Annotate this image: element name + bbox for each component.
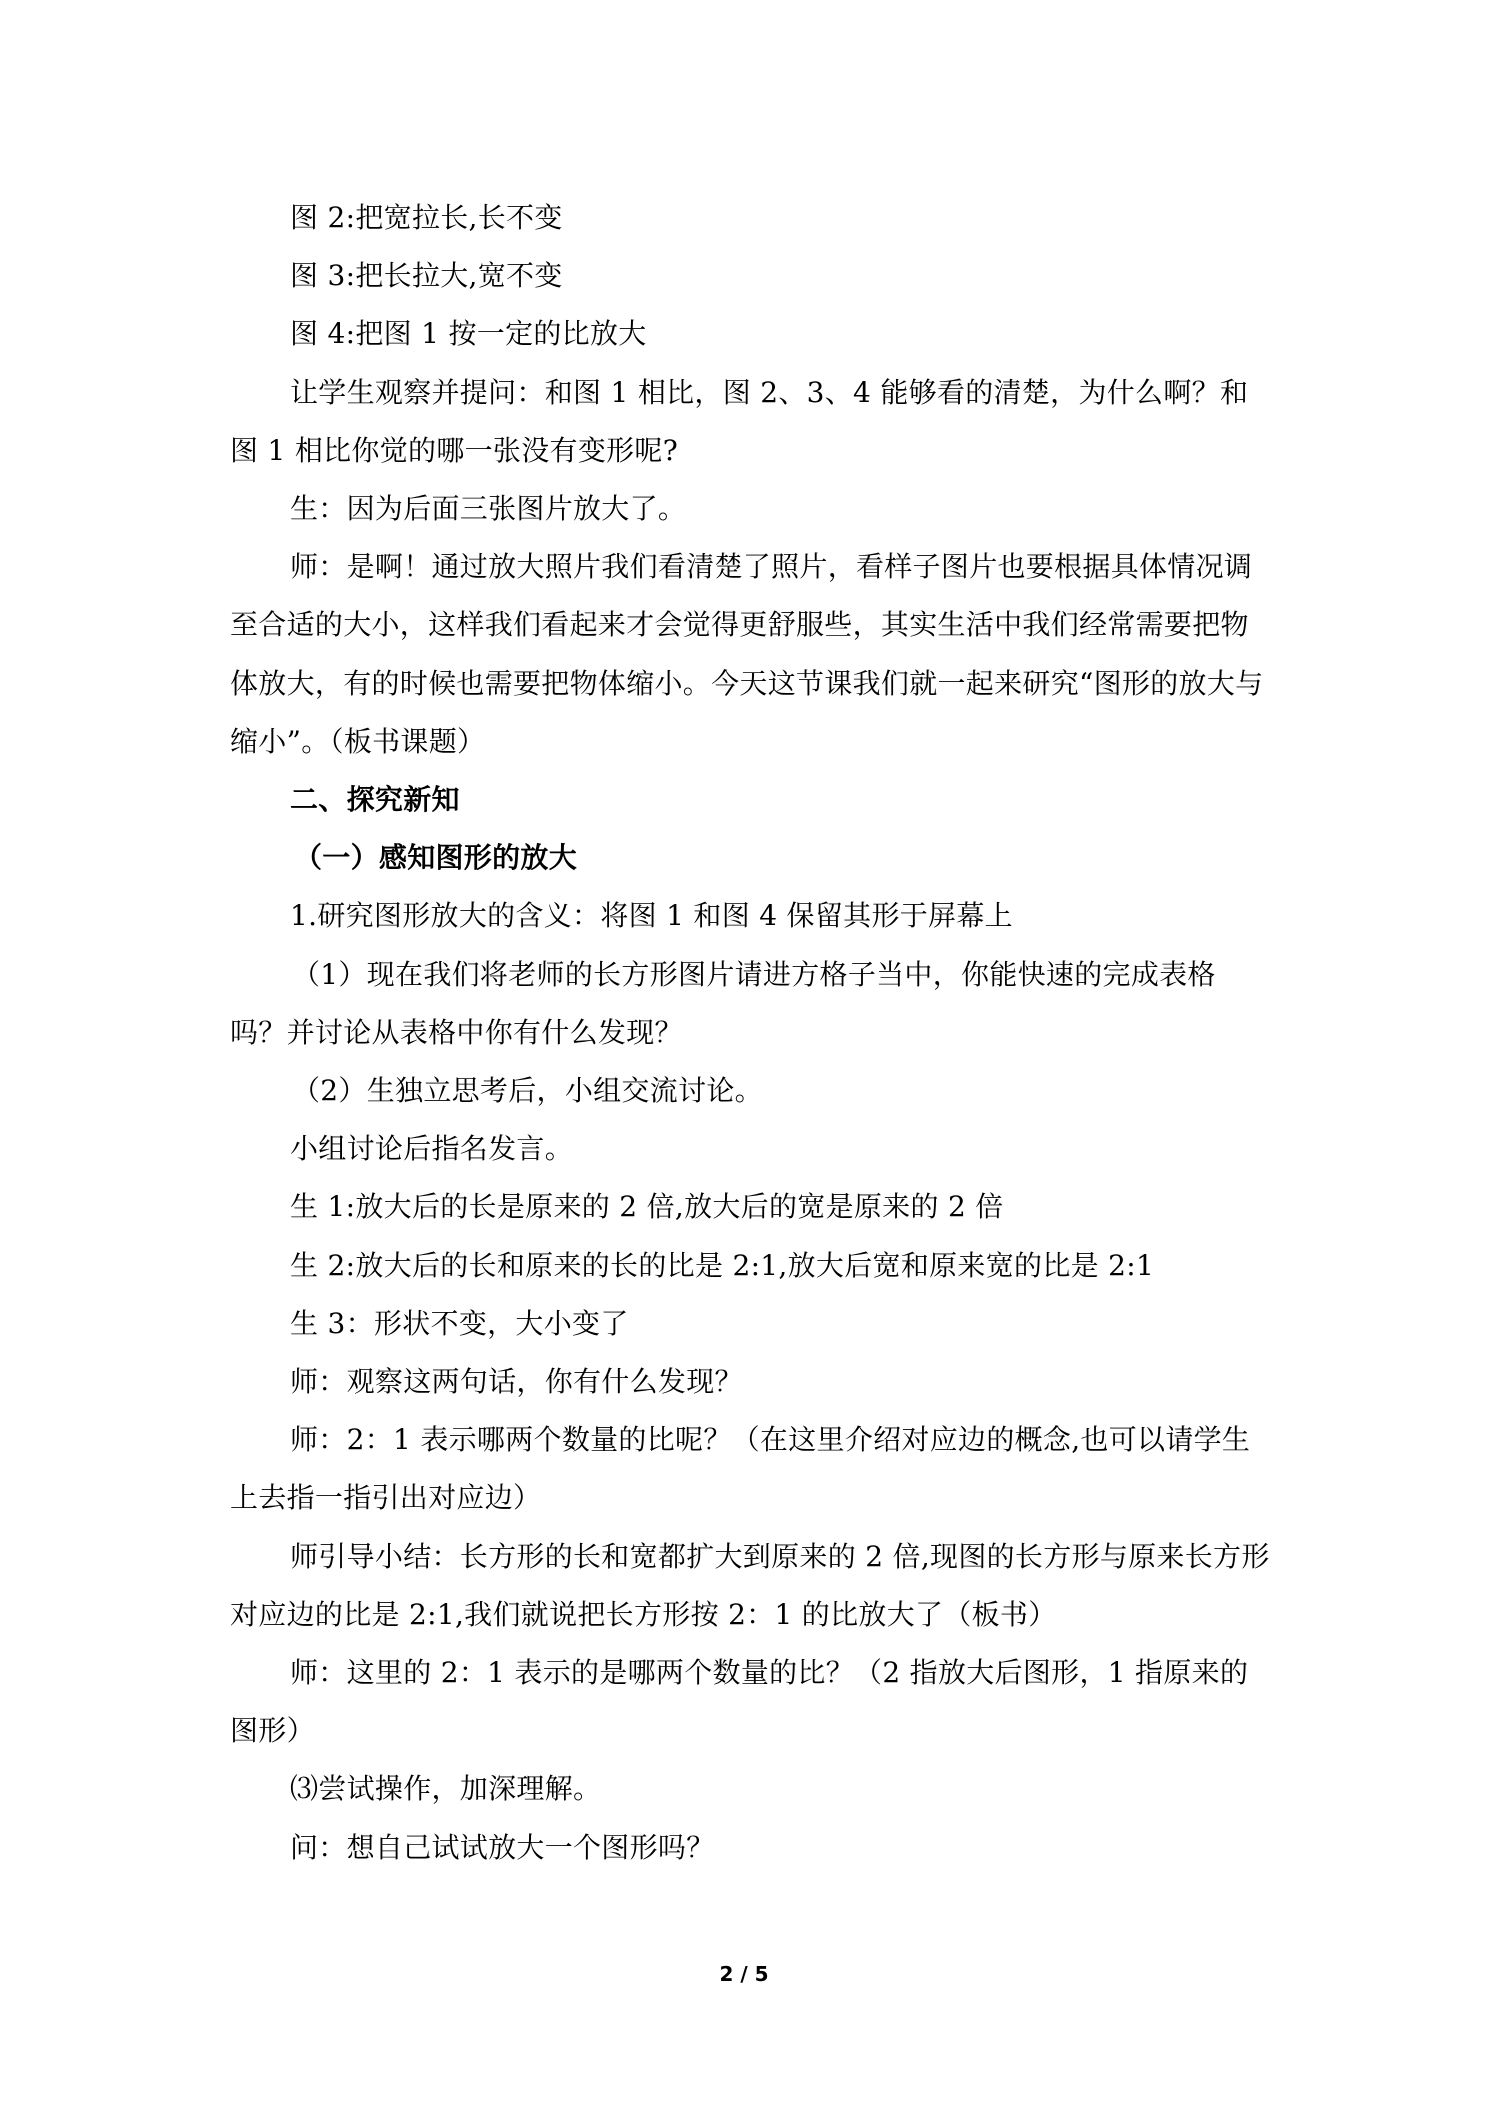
paragraph-step-3: ⑶尝试操作，加深理解。 (290, 1772, 602, 1806)
section-heading-explore: 二、探究新知 (290, 783, 460, 817)
paragraph-group-discussion: 小组讨论后指名发言。 (290, 1132, 574, 1166)
paragraph-step-2: （2）生独立思考后，小组交流讨论。 (292, 1074, 763, 1108)
paragraph-teacher-ratio: 师：2：1 表示哪两个数量的比呢？（在这里介绍对应边的概念,也可以请学生上去指一指引出对应边） (230, 1423, 1251, 1515)
paragraph-student-2: 生 2:放大后的长和原来的长的比是 2:1,放大后宽和原来宽的比是 2:1 (290, 1248, 1155, 1282)
paragraph-student-1: 生 1:放大后的长是原来的 2 倍,放大后的宽是原来的 2 倍 (290, 1190, 1004, 1224)
paragraph-teacher-intro: 师：是啊！通过放大照片我们看清楚了照片，看样子图片也要根据具体情况调至合适的大小，这样我们看起来才会觉得更舒服些，其实生活中我们经常需要把物体放大，有的时候也需要把物体缩小。今天这节课我们就一起来研究“图形的放大与缩小”。（板书课题） (230, 550, 1264, 758)
paragraph-meaning: 1.研究图形放大的含义：将图 1 和图 4 保留其形于屏幕上 (290, 899, 1013, 933)
paragraph-student-answer: 生：因为后面三张图片放大了。 (290, 492, 687, 526)
document-body (230, 189, 1270, 1877)
paragraph-teacher-observe: 师：观察这两句话，你有什么发现？ (290, 1365, 743, 1399)
paragraph-step-1: （1）现在我们将老师的长方形图片请进方格子当中，你能快速的完成表格吗？并讨论从表格中你有什么发现？ (230, 957, 1216, 1049)
page-number: 2 / 5 (719, 1962, 769, 1986)
subsection-heading-enlarge: （一）感知图形的放大 (294, 841, 578, 875)
paragraph-observe-question: 让学生观察并提问：和图 1 相比，图 2、3、4 能够看的清楚，为什么啊？和图 1 相比你觉的哪一张没有变形呢? (230, 375, 1249, 467)
paragraph-fig3: 图 3:把长拉大,宽不变 (290, 259, 563, 293)
paragraph-student-3: 生 3：形状不变，大小变了 (290, 1306, 629, 1340)
paragraph-teacher-meaning: 师：这里的 2：1 表示的是哪两个数量的比？（2 指放大后图形，1 指原来的图形） (230, 1656, 1249, 1748)
paragraph-fig4: 图 4:把图 1 按一定的比放大 (290, 317, 647, 351)
paragraph-fig2: 图 2:把宽拉长,长不变 (290, 201, 563, 234)
paragraph-question: 问：想自己试试放大一个图形吗？ (290, 1830, 715, 1864)
paragraph-teacher-summary: 师引导小结：长方形的长和宽都扩大到原来的 2 倍,现图的长方形与原来长方形对应边的比是 2:1,我们就说把长方形按 2：1 的比放大了（板书） (230, 1539, 1270, 1631)
